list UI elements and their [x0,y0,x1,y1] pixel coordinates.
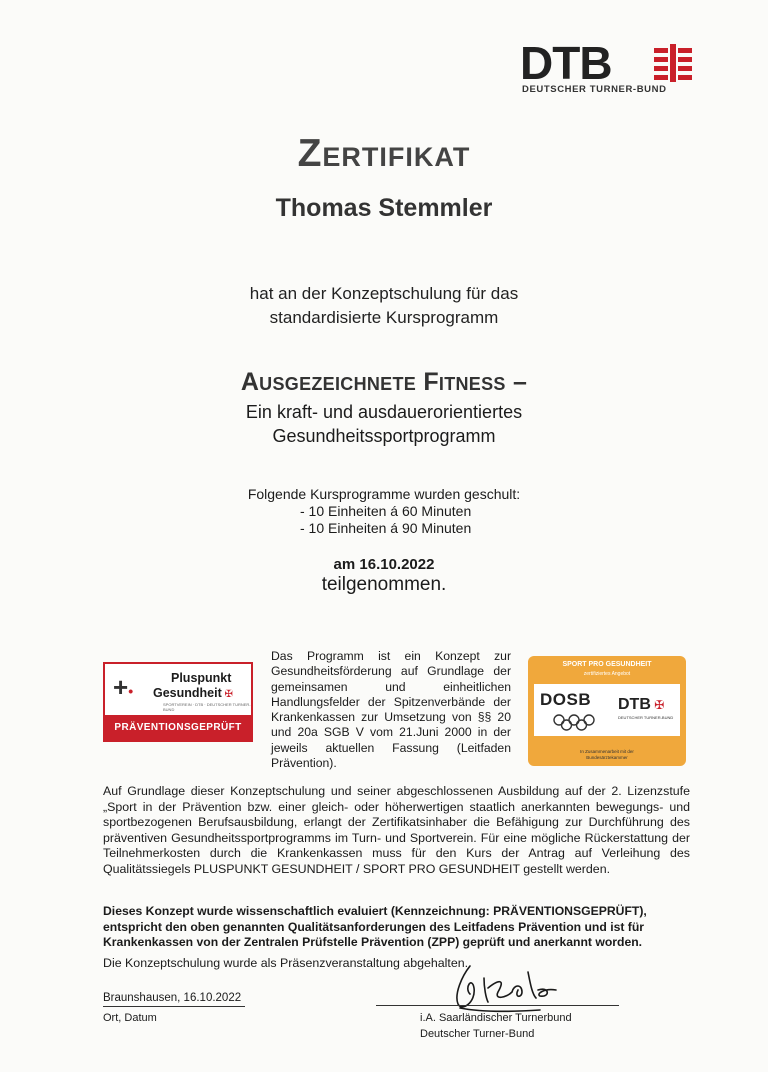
badge-line-1: Pluspunkt [171,671,232,685]
course-item: - 10 Einheiten á 90 Minuten [300,520,472,536]
dtb-logo-letters: DTB [520,37,612,89]
program-title: Ausgezeichnete Fitness – [240,368,528,396]
spg-logo-panel [534,684,680,736]
evaluation-paragraph: Dieses Konzept wurde wissenschaftlich evaluiert (Kennzeichnung: PRÄVENTIONSGEPRÜFT), entspricht den oben genannten Qualitätsanforderungen des Leitfadens Prävention und ist für Krankenkassen von der Zentralen Prüfstelle Prävention (ZPP) geprüft und anerkannt worden. [103,904,647,950]
place-date-value: Braunshausen, 16.10.2022 [103,992,242,1004]
participated-text: teilgenommen. [321,574,447,595]
spg-footer-2: Bundesärztekammer [586,755,628,760]
recipient-name: Thomas Stemmler [275,194,493,222]
place-date-label: Ort, Datum [103,1012,157,1024]
badge-red-bar: PRÄVENTIONSGEPRÜFT [103,715,253,740]
badge-small-text: SPORTVEREIN · DTB · DEUTSCHER TURNER-BUND [163,702,251,712]
pluspunkt-gesundheit-badge [103,662,253,742]
dtb-turner-cross-icon [654,44,692,82]
spg-dtb-subtitle: DEUTSCHER TURNER-BUND [618,715,674,720]
dosb-logo: DOSB [540,690,592,709]
courses-intro: Folgende Kursprogramme wurden geschult: [247,486,521,502]
spg-dtb-logo: DTB ✠ [618,696,665,713]
plus-cross-icon: +• [113,672,134,702]
dtb-logo-subtitle: DEUTSCHER TURNER-BUND [522,84,667,95]
signatory: i.A. Saarländischer Turnerbund [420,1012,572,1024]
attendance-note: Die Konzeptschulung wurde als Präsenzveranstaltung abgehalten. [103,956,469,970]
spg-title: SPORT PRO GESUNDHEIT [562,661,652,668]
dtb-logo [520,37,700,100]
program-description: Das Programm ist ein Konzept zur Gesundheitsförderung auf Grundlage der gemeinsamen und einheitlichen Handlungsfelder der Spitzenverbände der Krankenkassen zur Umsetzung von §§ 20 und 20a SGB V vom 21.Juni 2000 in der jeweils aktuellen Fassung (Leitfaden Prävention). [271,649,511,771]
sport-pro-gesundheit-badge [528,656,686,766]
training-date: am 16.10.2022 [333,556,435,573]
place-date-line [103,1006,245,1007]
signatory-organization: Deutscher Turner-Bund [420,1028,535,1040]
intro-line-1: hat an der Konzeptschulung für das [249,284,519,303]
program-subtitle-1: Ein kraft- und ausdauerorientiertes [245,402,523,422]
badge-line-2: Gesundheit ✠ [153,686,233,700]
spg-subtitle: zertifiziertes Angebot [583,671,631,677]
intro-line-2: standardisierte Kursprogramm [269,308,499,327]
certificate-title: Zertifikat [297,132,471,175]
program-subtitle-2: Gesundheitssportprogramm [272,426,496,446]
spg-footer-1: In Zusammenarbeit mit der [580,749,634,754]
olympic-rings-icon [552,714,596,732]
signature-line [376,1005,619,1006]
qualification-paragraph: Auf Grundlage dieser Konzeptschulung und seiner abgeschlossenen Ausbildung auf der 2. Lizenzstufe „Sport in der Prävention bzw. einer gleich- oder höherwertigen staatlich anerkannten bewegungs- und sportbezogenen Berufsausbildung, erlangt der Zertifikatsinhaber die Befähigung zur Durchführung des präventiven Gesundheitssportprogramms im Turn- und Sportverein. Für eine mögliche Rückerstattung der Teilnehmerkosten durch die Krankenkassen muss für den Kurs der Antrag auf Verleihung des Qualitätssiegels PLUSPUNKT GESUNDHEIT / SPORT PRO GESUNDHEIT gestellt werden. [103,784,690,876]
course-item: - 10 Einheiten á 60 Minuten [300,503,472,519]
